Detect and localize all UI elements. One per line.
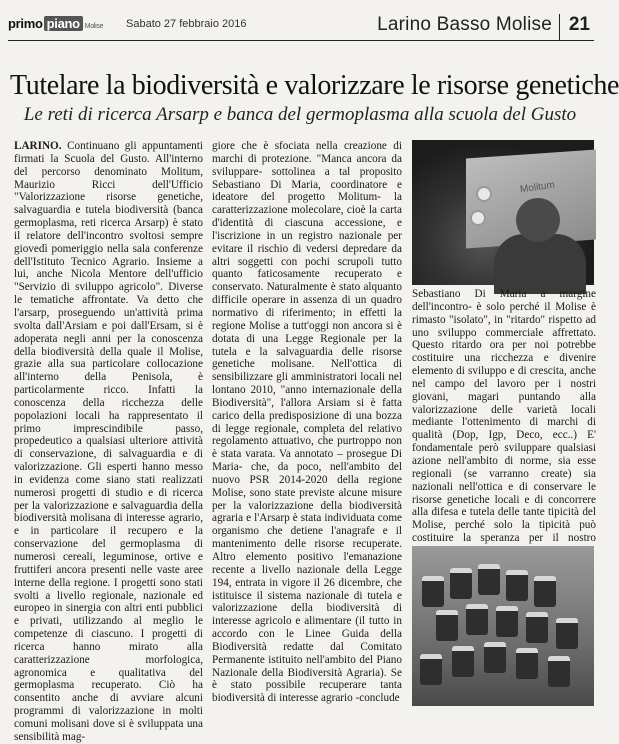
- issue-date: Sabato 27 febbraio 2016: [126, 18, 247, 30]
- article-column-1: [14, 140, 203, 743]
- newspaper-logo: [8, 16, 103, 31]
- speaker-head: [516, 198, 560, 242]
- column-2-text: giore che è sfociata nella creazione di marchi di protezione. "Manca ancora da sviluppare- sottolinea a tal proposito Sebastiano Di Maria, coordinatore e ideatore del progetto Molitum- la caratterizzazione molecolare, cioè la carta d'identità di ciascuna accessione, e l'iscrizione in un registro nazionale per evitare il rischio di vedersi depredare da altri soggetti con pochi scrupoli tutto quanto faticosamente recuperato e conservato. Naturalmente è stato alquanto difficile operare in assenza di un quadro normativo di riferimento; in effetti la regione Molise a tutt'oggi non ancora si è dotata di una Legge Regionale per la tutela e la salvaguardia delle risorse genetiche molisane. Nell'ottica di sensibilizzare gli amministratori locali nel lontano 2010, "anno internazionale della Biodiversità", l'allora Arsiam si è fatta carico della predisposizione di una bozza di legge regionale, completa del relativo regolamento attuativo, che purtroppo non è stata varata. Va annotato – prosegue Di Maria- che, da poco, nell'ambito del nuovo PSR 2014-2020 della regione Molise, sono state previste alcune misure per la valorizzazione della biodiversità agraria e l'Arsarp è stata individuata come organismo che detiene l'anagrafe e il mantenimento delle risorse recuperate. Altro elemento positivo l'emanazione recente a livello nazionale della Legge 194, entrata in vigore il 26 dicembre, che istituisce il sistema nazionale di tutela e valorizzazione della biodiversità di interesse agricolo e alimentare (il tutto in accordo con le Linee Guida della Biodiversità redatte dal Comitato Permanente istituito nell'ambito del Piano Nazionale della Biodiversità Agraria). Se è stato possibile recuperare tanta biodiversità di interesse agrario -conclude: [212, 140, 402, 705]
- seed-jar: [436, 610, 458, 641]
- logo-word-primo: primo: [8, 16, 43, 31]
- seed-jar: [548, 656, 570, 687]
- projection-screen-text: Molitum: [519, 179, 556, 196]
- seed-jars-photo: [412, 546, 594, 706]
- seed-jar: [422, 576, 444, 607]
- section-title: Larino Basso Molise: [377, 14, 552, 35]
- seed-jar: [534, 576, 556, 607]
- column-1-text: Continuano gli appuntamenti firmati la Scuola del Gusto. All'interno del percorso denominato Molitum, Maurizio Ricci dell'Ufficio "Valorizzazione risorse genetiche, salvaguardia e tutela biodiversità (banca germoplasma, reti ricerca Arsarp) è stato il relatore dell'incontro svoltosi sempre giovedì pomeriggio nella sala conferenze dell'Istituto Tecnico Agrario. Insieme a lui, anche Nicola Mentore dell'ufficio "Servizio di sviluppo agricolo". Diverse le tematiche affrontate. Va detto che l'arsarp, proseguendo un'attività prima svolta dall'Arsiam e poi dall'Ersam, si è adoperata negli anni per la conoscenza della biodiversità della quale il Molise, grazie alla sua particolare collocazione all'interno della Penisola, è particolarmente ricco. Infatti la conoscenza della ricchezza delle popolazioni locali ha rappresentato il primo imprescindibile passo, propedeutico a qualsiasi ulteriore attività di conservazione, di salvaguardia e di valorizzazione. Gli esperti hanno messo in evidenza come siano stati realizzati numerosi progetti di studio e di ricerca per la valorizzazione e salvaguardia della biodiversità molisana di interesse agrario, e in particolare il recupero e la conservazione del germoplasma di numerosi cereali, leguminose, ortive e fruttiferi ancora presenti nelle vaste aree interne della regione. I progetti sono stati svolti a livello regionale, nazionale ed europeo in sinergia con altri enti pubblici e privati, utilizzando al meglio le competenze di ciascuno. I progetti di ricerca hanno mirato alla caratterizzazione morfologica, agronomica e qualitativa del germoplasma recuperato. Ciò ha consentito anche di avviare alcuni programmi di valorizzazione in molti comuni molisani dove si è sviluppata una sensibilità mag-: [14, 140, 203, 743]
- seed-jar: [556, 618, 578, 649]
- article-subheadline: Le reti di ricerca Arsarp e banca del germoplasma alla scuola del Gusto: [23, 104, 577, 125]
- page-number: 21: [568, 14, 590, 35]
- seed-jar: [516, 648, 538, 679]
- logo-word-piano: piano: [44, 16, 83, 31]
- logo-word-molise: Molise: [84, 23, 104, 30]
- seed-jar: [506, 570, 528, 601]
- article-column-3: [412, 288, 596, 543]
- speaker-photo: [412, 140, 594, 285]
- seed-jar: [450, 568, 472, 599]
- seed-jar: [484, 642, 506, 673]
- screen-logo-circle: [470, 210, 486, 226]
- page-header: [8, 14, 594, 41]
- seed-jar: [420, 654, 442, 685]
- seed-jar: [496, 606, 518, 637]
- header-divider: [559, 14, 561, 40]
- seed-jar: [478, 564, 500, 595]
- article-column-2: [212, 140, 402, 706]
- seed-jar: [526, 612, 548, 643]
- dateline: LARINO.: [14, 140, 62, 152]
- speaker-body: [494, 234, 586, 294]
- seed-jar: [466, 604, 488, 635]
- screen-logo-circle: [476, 186, 492, 202]
- seed-jar: [452, 646, 474, 677]
- article-headline: Tutelare la biodiversità e valorizzare le risorse genetiche: [10, 70, 619, 101]
- column-3-text: Sebastiano Di Maria a margine dell'incontro- è solo perché il Molise è rimasto "isolato", in "ritardo" rispetto ad uno sviluppo commerciale affrettato. Questo ritardo ora per noi potrebbe costituire una ricchezza e divenire elemento di sviluppo e di crescita, anche nel campo del lavoro per i nostri giovani, magari puntando alla valorizzazione delle varietà locali mediante l'ottenimento di marchi di qualità (Dop, Igp, Deco, ecc..) E' fondamentale però sviluppare qualsiasi azione nell'ambito di norme, sia esse regionali (se varranno create) sia nazionali nell'ottica e di conservare le risorse genetiche locali e di concorrere alla difesa e tutela delle tante tipicità del Molise, perché solo la tipicità può costituire la speranza per il nostro: [412, 288, 596, 545]
